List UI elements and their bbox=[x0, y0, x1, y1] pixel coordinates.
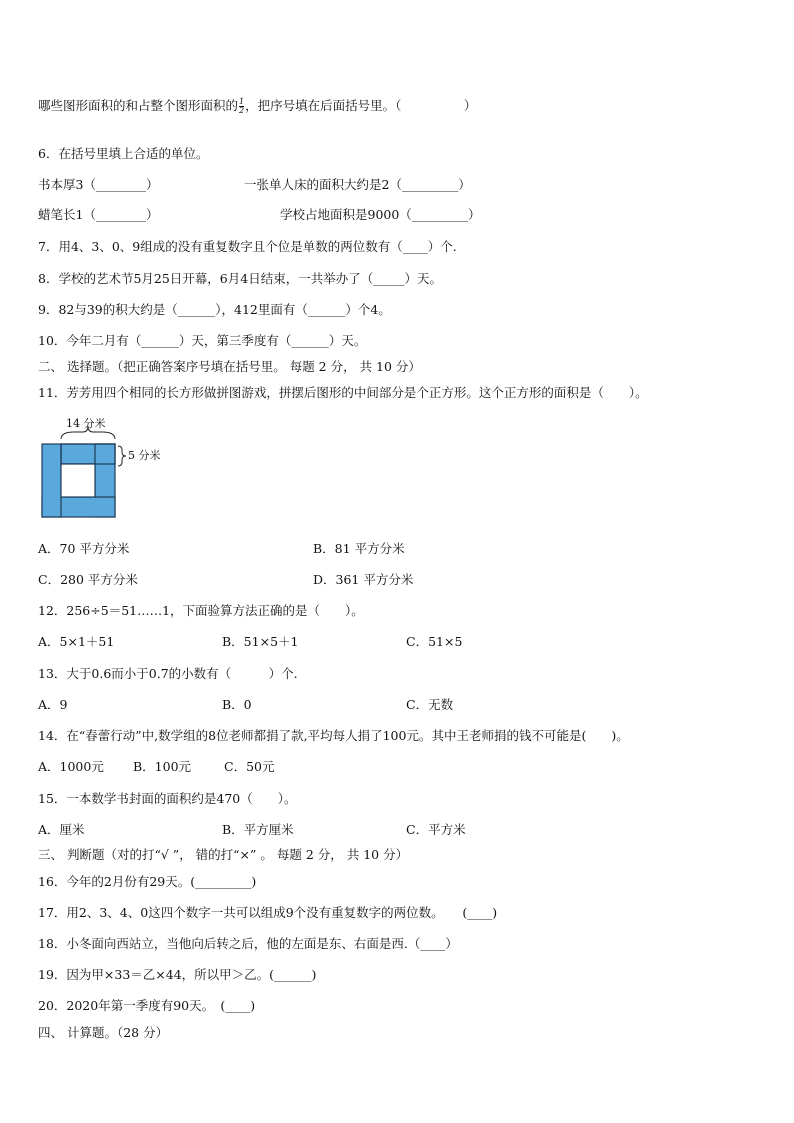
q19[interactable]: 19．因为甲×33＝乙×44，所以甲＞乙。(______) bbox=[38, 967, 317, 982]
q11-option-b[interactable]: B．81 平方分米 bbox=[313, 541, 405, 556]
q13-option-c[interactable]: C．无数 bbox=[406, 697, 454, 712]
q16[interactable]: 16．今年的2月份有29天。(_________) bbox=[38, 874, 257, 889]
q6-blank-d[interactable]: 学校占地面积是9000（_________） bbox=[280, 207, 481, 222]
q15-option-c[interactable]: C．平方米 bbox=[406, 822, 466, 837]
q14-option-b[interactable]: B．100元 bbox=[133, 759, 192, 774]
fraction-one-half bbox=[239, 98, 244, 115]
q11-option-d[interactable]: D．361 平方分米 bbox=[313, 572, 414, 587]
intro-text-a: 哪些图形面积的和占整个图形面积的 bbox=[38, 98, 239, 113]
q12-option-b[interactable]: B．51×5＋1 bbox=[222, 634, 299, 649]
q15-text: 15．一本数学书封面的面积约是470（ ）。 bbox=[38, 791, 297, 806]
label-14-dm: 14 分米 bbox=[66, 418, 106, 430]
q15-option-b[interactable]: B．平方厘米 bbox=[222, 822, 294, 837]
q11-figure bbox=[38, 418, 178, 522]
q8[interactable]: 8．学校的艺术节5月25日开幕，6月4日结束，一共举办了（_____）天。 bbox=[38, 271, 442, 286]
q18[interactable]: 18．小冬面向西站立，当他向后转之后，他的左面是东、右面是西.（____） bbox=[38, 936, 458, 951]
q17[interactable]: 17．用2、3、4、0这四个数字一共可以组成9个没有重复数字的两位数。 (____) bbox=[38, 905, 498, 920]
q11-option-c[interactable]: C．280 平方分米 bbox=[38, 572, 138, 587]
intro-text-b: ，把序号填在后面括号里。（ ） bbox=[245, 98, 477, 113]
section-3-heading: 三、 判断题（对的打“√ ”， 错的打“×” 。 每题 2 分， 共 10 分） bbox=[38, 847, 409, 862]
q12-option-a[interactable]: A．5×1＋51 bbox=[38, 634, 115, 649]
q14-option-a[interactable]: A．1000元 bbox=[38, 759, 104, 774]
label-5-dm: 5 分米 bbox=[128, 449, 161, 462]
q12-option-c[interactable]: C．51×5 bbox=[406, 634, 463, 649]
q10[interactable]: 10．今年二月有（______）天，第三季度有（______）天。 bbox=[38, 333, 367, 348]
q6-blank-a[interactable]: 书本厚3（________） bbox=[38, 177, 159, 192]
q14-text: 14．在“春蕾行动”中,数学组的8位老师都捐了款,平均每人捐了100元。其中王老师捐的钱不可能是( )。 bbox=[38, 728, 629, 743]
q12-text: 12．256÷5＝51……1，下面验算方法正确的是（ ）。 bbox=[38, 603, 364, 618]
q6-blank-c[interactable]: 蜡笔长1（________） bbox=[38, 207, 159, 222]
q13-option-a[interactable]: A．9 bbox=[38, 697, 68, 712]
q11-option-a[interactable]: A．70 平方分米 bbox=[38, 541, 130, 556]
q11-text: 11．芳芳用四个相同的长方形做拼图游戏，拼摆后图形的中间部分是个正方形。这个正方形的面积是（ ）。 bbox=[38, 385, 648, 400]
q6-blank-b[interactable]: 一张单人床的面积大约是2（_________） bbox=[244, 177, 471, 192]
rect-left bbox=[42, 444, 61, 517]
q15-option-a[interactable]: A．厘米 bbox=[38, 822, 85, 837]
q6-title: 6．在括号里填上合适的单位。 bbox=[38, 146, 209, 161]
q13-text: 13．大于0.6而小于0.7的小数有（ ）个. bbox=[38, 666, 298, 681]
intro-question-line bbox=[38, 98, 476, 115]
section-2-heading: 二、 选择题。（把正确答案序号填在括号里。 每题 2 分， 共 10 分） bbox=[38, 359, 421, 374]
q7[interactable]: 7．用4、3、0、9组成的没有重复数字且个位是单数的两位数有（____）个. bbox=[38, 239, 457, 254]
section-4-heading: 四、 计算题。（28 分） bbox=[38, 1025, 169, 1040]
center-square bbox=[61, 464, 95, 497]
q9[interactable]: 9．82与39的积大约是（______），412里面有（______）个4。 bbox=[38, 302, 391, 317]
q13-option-b[interactable]: B．0 bbox=[222, 697, 252, 712]
fraction-numerator: 1 bbox=[239, 97, 245, 106]
q20[interactable]: 20．2020年第一季度有90天。 (____) bbox=[38, 998, 256, 1013]
q14-option-c[interactable]: C．50元 bbox=[224, 759, 275, 774]
fraction-denominator: 2 bbox=[239, 106, 245, 115]
